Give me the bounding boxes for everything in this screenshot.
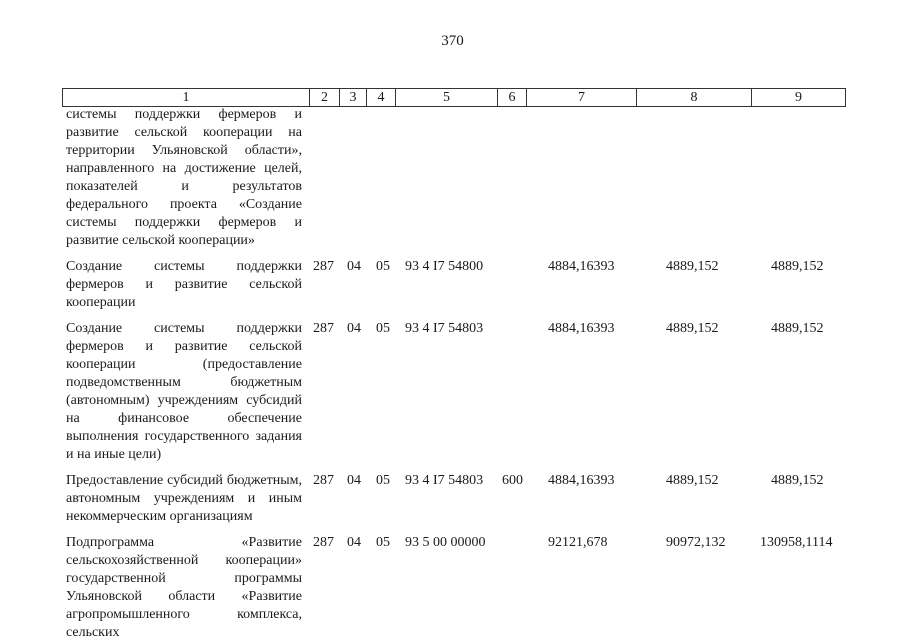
column-header-3: 3	[340, 89, 367, 107]
column-header-8: 8	[637, 89, 752, 107]
column-header-4: 4	[367, 89, 396, 107]
row-code-2: 287	[313, 535, 334, 550]
row-code-6: 600	[502, 473, 523, 488]
column-header-row	[62, 88, 846, 107]
row-code-3: 04	[347, 259, 361, 274]
column-header-1: 1	[63, 89, 310, 107]
table-row	[0, 472, 905, 526]
row-code-4: 05	[376, 473, 390, 488]
column-header-2: 2	[310, 89, 340, 107]
column-header-9: 9	[752, 89, 846, 107]
row-code-2: 287	[313, 321, 334, 336]
row-code-2: 287	[313, 259, 334, 274]
row-amount-7: 92121,678	[548, 535, 608, 550]
row-code-4: 05	[376, 535, 390, 550]
row-amount-8: 4889,152	[666, 321, 719, 336]
row-amount-8: 90972,132	[666, 535, 726, 550]
row-description: Создание системы поддержки фермеров и развитие сельской кооперации (предоставление подведомственным бюджетным (автономным) учреждениям субсидий на финансовое обеспечение выполнения государственного задания и на иные цели)	[66, 321, 302, 462]
row-description: Предоставление субсидий бюджетным, автономным учреждениям и иным некоммерческим организациям	[66, 473, 302, 524]
row-code-3: 04	[347, 473, 361, 488]
page-number: 370	[441, 33, 464, 49]
row-description: Подпрограмма «Развитие сельскохозяйственной кооперации» государственной программы Ульяновской области «Развитие агропромышленного комплекса, сельских	[66, 535, 302, 640]
row-code-4: 05	[376, 259, 390, 274]
row-amount-7: 4884,16393	[548, 259, 615, 274]
row-amount-9: 4889,152	[771, 473, 824, 488]
row-amount-9: 4889,152	[771, 321, 824, 336]
row-code-5: 93 5 00 00000	[405, 535, 486, 550]
table-row	[0, 320, 905, 464]
column-header-6: 6	[498, 89, 527, 107]
row-code-5: 93 4 I7 54803	[405, 321, 484, 336]
table-body	[0, 106, 905, 642]
row-description: Создание системы поддержки фермеров и развитие сельской кооперации	[66, 259, 302, 310]
table-row	[0, 258, 905, 312]
row-amount-9: 130958,1114	[760, 535, 833, 550]
row-code-3: 04	[347, 321, 361, 336]
row-code-2: 287	[313, 473, 334, 488]
row-amount-9: 4889,152	[771, 259, 824, 274]
column-header-7: 7	[527, 89, 637, 107]
row-amount-8: 4889,152	[666, 473, 719, 488]
row-code-5: 93 4 I7 54800	[405, 259, 484, 274]
column-header-5: 5	[396, 89, 498, 107]
row-description: системы поддержки фермеров и развитие сельской кооперации на территории Ульяновской области», направленного на достижение целей, показателей и результатов федерального проекта «Создание системы поддержки фермеров и развитие сельской кооперации»	[66, 107, 302, 248]
row-amount-7: 4884,16393	[548, 473, 615, 488]
row-code-4: 05	[376, 321, 390, 336]
row-code-3: 04	[347, 535, 361, 550]
table-row	[0, 534, 905, 642]
row-amount-8: 4889,152	[666, 259, 719, 274]
table-row	[0, 106, 905, 250]
row-amount-7: 4884,16393	[548, 321, 615, 336]
row-code-5: 93 4 I7 54803	[405, 473, 484, 488]
